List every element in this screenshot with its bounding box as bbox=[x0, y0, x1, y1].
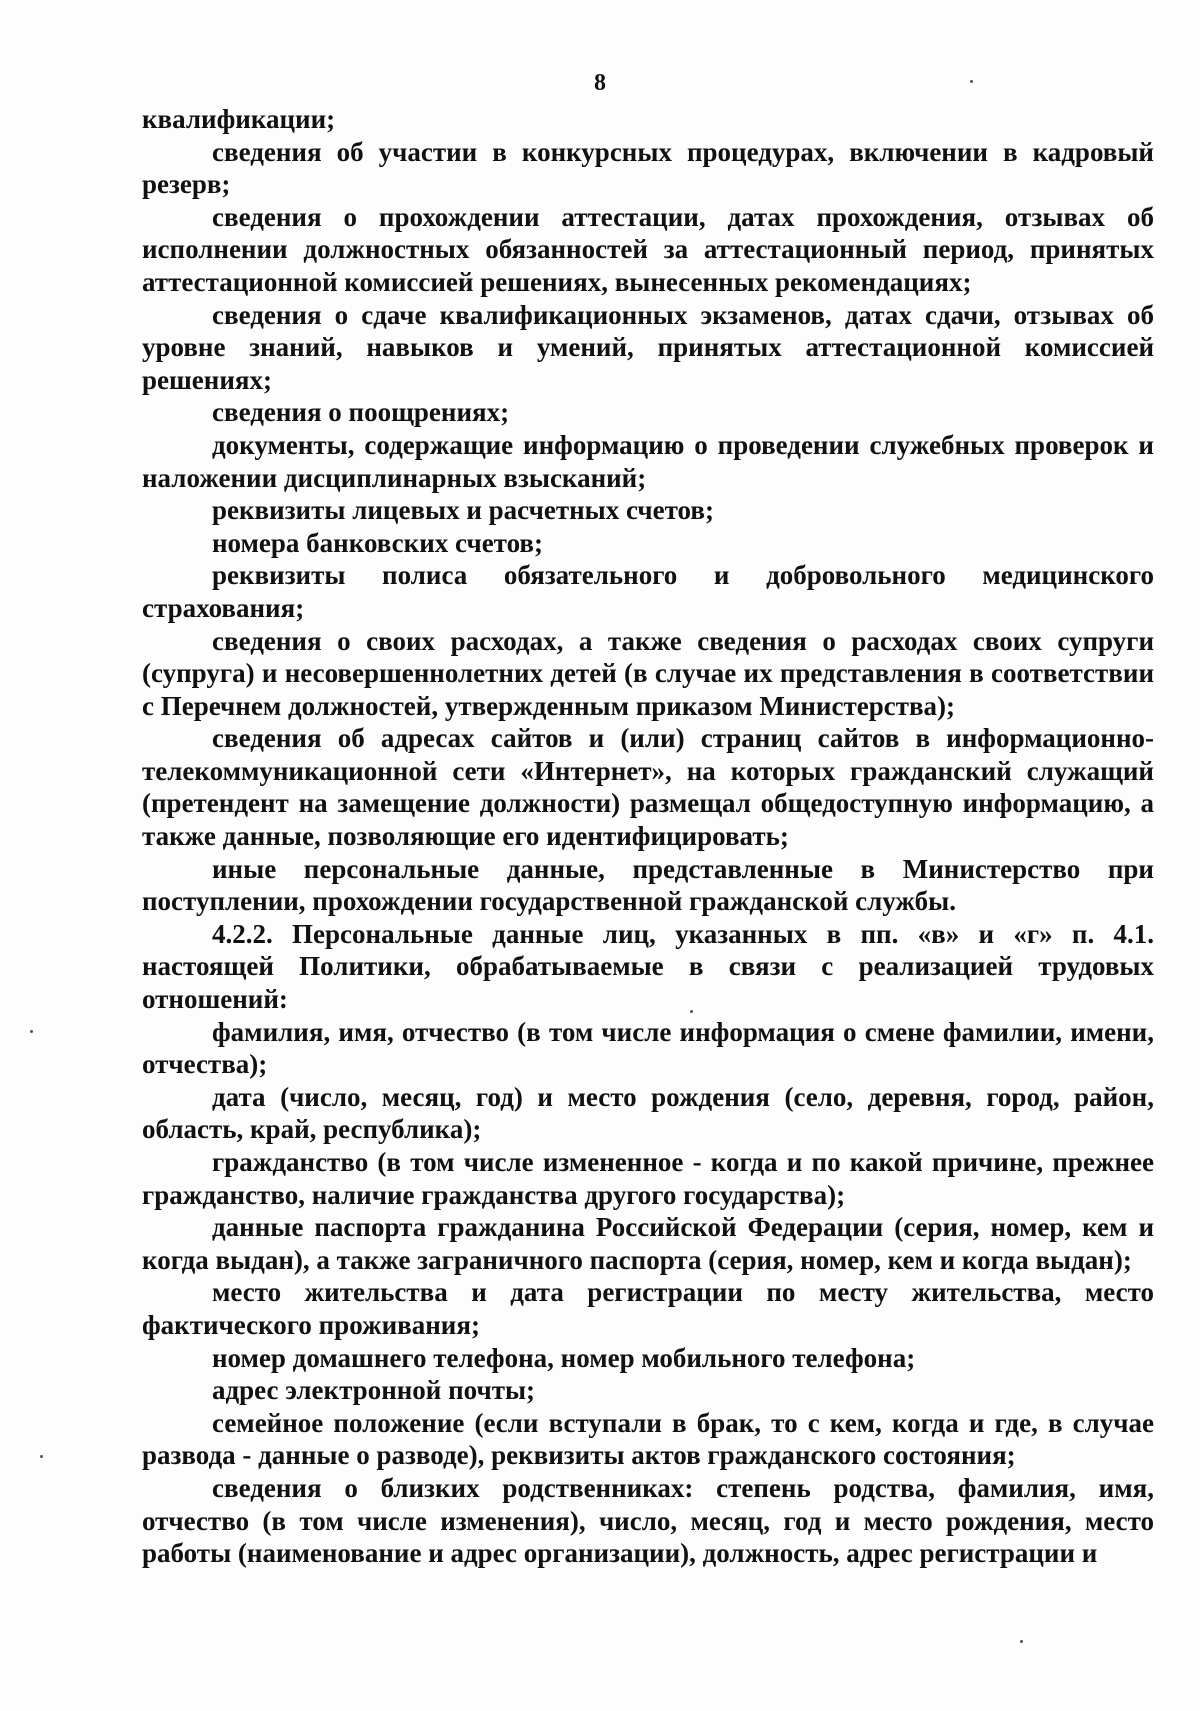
scan-speck bbox=[40, 1455, 43, 1458]
paragraph: номера банковских счетов; bbox=[212, 527, 543, 558]
paragraph: сведения о своих расходах, а также сведения о расходах своих супруги (супруга) и несовершеннолетних детей (в случае их представления в соответствии с Перечнем должностей, утвержденным приказом Министерства); bbox=[142, 625, 1154, 721]
paragraph: 4.2.2. Персональные данные лиц, указанных в пп. «в» и «г» п. 4.1. настоящей Политики, обрабатываемые в связи с реализацией трудовых отношений: bbox=[142, 918, 1154, 1015]
paragraph: данные паспорта гражданина Российской Федерации (серия, номер, кем и когда выдан), а также заграничного паспорта (серия, номер, кем и когда выдан); bbox=[142, 1212, 1154, 1275]
paragraph: сведения о сдаче квалификационных экзаменов, датах сдачи, отзывах об уровне знаний, навыков и умений, принятых аттестационной комиссией решениях; bbox=[142, 299, 1154, 395]
paragraph: сведения о прохождении аттестации, датах прохождения, отзывах об исполнении должностных обязанностей за аттестационный период, принятых аттестационной комиссией решениях, вынесенных рекомендациях; bbox=[142, 201, 1154, 297]
paragraph: адрес электронной почты; bbox=[212, 1375, 536, 1406]
paragraph: реквизиты лицевых и расчетных счетов; bbox=[212, 495, 714, 526]
document-body bbox=[142, 103, 1154, 1570]
paragraph: гражданство (в том числе измененное - когда и по какой причине, прежнее гражданство, наличие гражданства другого государства); bbox=[142, 1147, 1154, 1210]
paragraph: семейное положение (если вступали в брак, то с кем, когда и где, в случае развода - данные о разводе), реквизиты актов гражданского состояния; bbox=[142, 1407, 1154, 1471]
paragraph: реквизиты полиса обязательного и добровольного медицинского страхования; bbox=[142, 560, 1154, 623]
paragraph: сведения об участии в конкурсных процедурах, включении в кадровый резерв; bbox=[142, 136, 1154, 200]
paragraph: сведения об адресах сайтов и (или) страниц сайтов в информационно-телекоммуникационной сети «Интернет», на которых гражданский служащий (претендент на замещение должности) размещал общедоступную информацию, а также данные, позволяющие его идентифицировать; bbox=[142, 723, 1154, 852]
paragraph: место жительства и дата регистрации по месту жительства, место фактического проживания; bbox=[142, 1277, 1154, 1340]
paragraph: фамилия, имя, отчество (в том числе информация о смене фамилии, имени, отчества); bbox=[142, 1016, 1154, 1080]
scan-speck bbox=[1020, 1640, 1023, 1643]
paragraph: иные персональные данные, представленные в Министерство при поступлении, прохождении государственной гражданской службы. bbox=[142, 853, 1154, 917]
paragraph: документы, содержащие информацию о проведении служебных проверок и наложении дисциплинарных взысканий; bbox=[142, 429, 1154, 493]
paragraph: сведения о близких родственниках: степень родства, фамилия, имя, отчество (в том числе изменения), число, месяц, год и место рождения, место работы (наименование и адрес организации), должность, адрес регистрации и bbox=[142, 1472, 1154, 1569]
scan-speck bbox=[970, 80, 973, 83]
scan-speck bbox=[690, 1010, 693, 1013]
paragraph: сведения о поощрениях; bbox=[212, 397, 510, 428]
paragraph: номер домашнего телефона, номер мобильного телефона; bbox=[212, 1342, 916, 1373]
scan-speck bbox=[30, 1030, 33, 1033]
paragraph: квалификации; bbox=[142, 104, 336, 134]
paragraph: дата (число, месяц, год) и место рождения (село, деревня, город, район, область, край, республика); bbox=[142, 1081, 1154, 1145]
page-number: 8 bbox=[594, 70, 606, 96]
